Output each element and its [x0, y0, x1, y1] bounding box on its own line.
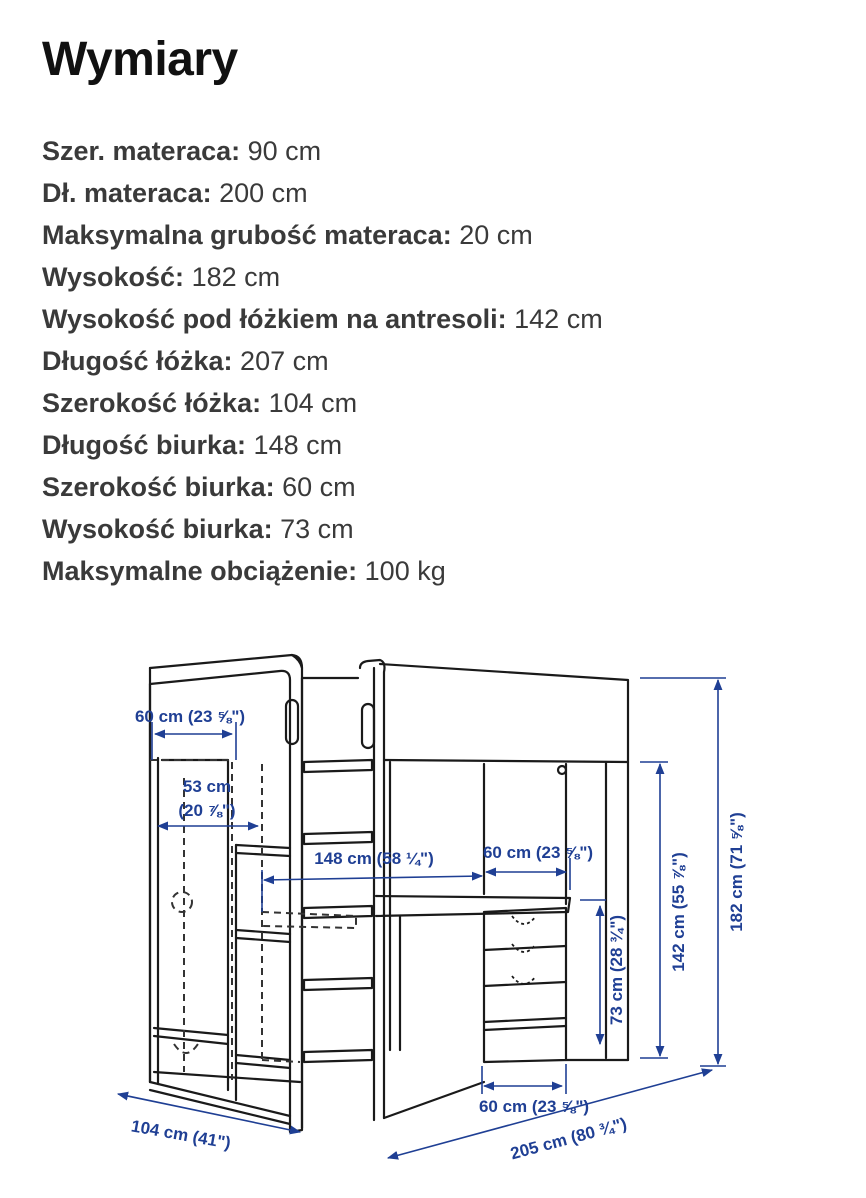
spec-value: 207 cm	[240, 346, 329, 376]
loft-bed-dimension-diagram	[0, 620, 866, 1198]
spec-list	[42, 130, 603, 592]
under-bed-height-label: 142 cm (55 ⅞")	[669, 852, 688, 972]
desk-width-bottom-label: 60 cm (23 ⅝")	[478, 1097, 590, 1116]
spec-value: 200 cm	[219, 178, 308, 208]
spec-row	[42, 298, 603, 340]
spec-row	[42, 424, 603, 466]
spec-row	[42, 172, 603, 214]
spec-row	[42, 466, 603, 508]
spec-label: Wysokość:	[42, 262, 185, 292]
bed-width-label: 104 cm (41")	[129, 1116, 233, 1153]
spec-value: 182 cm	[191, 262, 281, 292]
right-panel-slot	[362, 704, 374, 748]
wardrobe-width-label: 60 cm (23 ⅝")	[134, 707, 246, 726]
spec-label: Szerokość łóżka:	[42, 388, 262, 418]
furniture-line-art	[150, 655, 628, 1132]
dimension-labels	[130, 707, 746, 1163]
desk-length-label: 148 cm (58 ¼")	[314, 849, 434, 868]
spec-row	[42, 508, 603, 550]
spec-value: 60 cm	[282, 472, 356, 502]
page-title: Wymiary	[42, 33, 238, 86]
spec-label: Wysokość biurka:	[42, 514, 273, 544]
hanger-hook-icon	[172, 892, 192, 912]
wardrobe-inner-bottom-label: (20 ⅞")	[178, 801, 236, 820]
spec-row	[42, 130, 603, 172]
spec-value: 142 cm	[514, 304, 603, 334]
spec-value: 20 cm	[459, 220, 533, 250]
total-height-label: 182 cm (71 ⅝")	[727, 812, 746, 932]
spec-row	[42, 214, 603, 256]
spec-label: Maksymalna grubość materaca:	[42, 220, 452, 250]
spec-label: Maksymalne obciążenie:	[42, 556, 358, 586]
desk-top	[376, 896, 570, 916]
spec-label: Długość biurka:	[42, 430, 247, 460]
spec-row	[42, 340, 603, 382]
ladder-rungs	[304, 760, 372, 1062]
dimension-lines	[118, 678, 726, 1158]
spec-label: Szer. materaca:	[42, 136, 241, 166]
spec-label: Długość łóżka:	[42, 346, 233, 376]
spec-label: Wysokość pod łóżkiem na antresoli:	[42, 304, 507, 334]
spec-value: 100 kg	[364, 556, 446, 586]
drawer-handles	[512, 916, 536, 984]
spec-value: 90 cm	[247, 136, 322, 166]
spec-label: Szerokość biurka:	[42, 472, 275, 502]
desk-width-top-label: 60 cm (23 ⅝")	[482, 843, 594, 862]
bed-length-label: 205 cm (80 ¾")	[508, 1114, 629, 1164]
spec-label: Dł. materaca:	[42, 178, 212, 208]
spec-value: 73 cm	[280, 514, 354, 544]
desk-height-label: 73 cm (28 ¾")	[607, 914, 626, 1026]
wardrobe-inner-top-label: 53 cm	[182, 777, 232, 796]
left-panel-slot	[286, 700, 298, 744]
spec-value: 104 cm	[268, 388, 358, 418]
spec-row	[42, 550, 603, 592]
spec-value: 148 cm	[253, 430, 343, 460]
spec-row	[42, 256, 603, 298]
spec-row	[42, 382, 603, 424]
